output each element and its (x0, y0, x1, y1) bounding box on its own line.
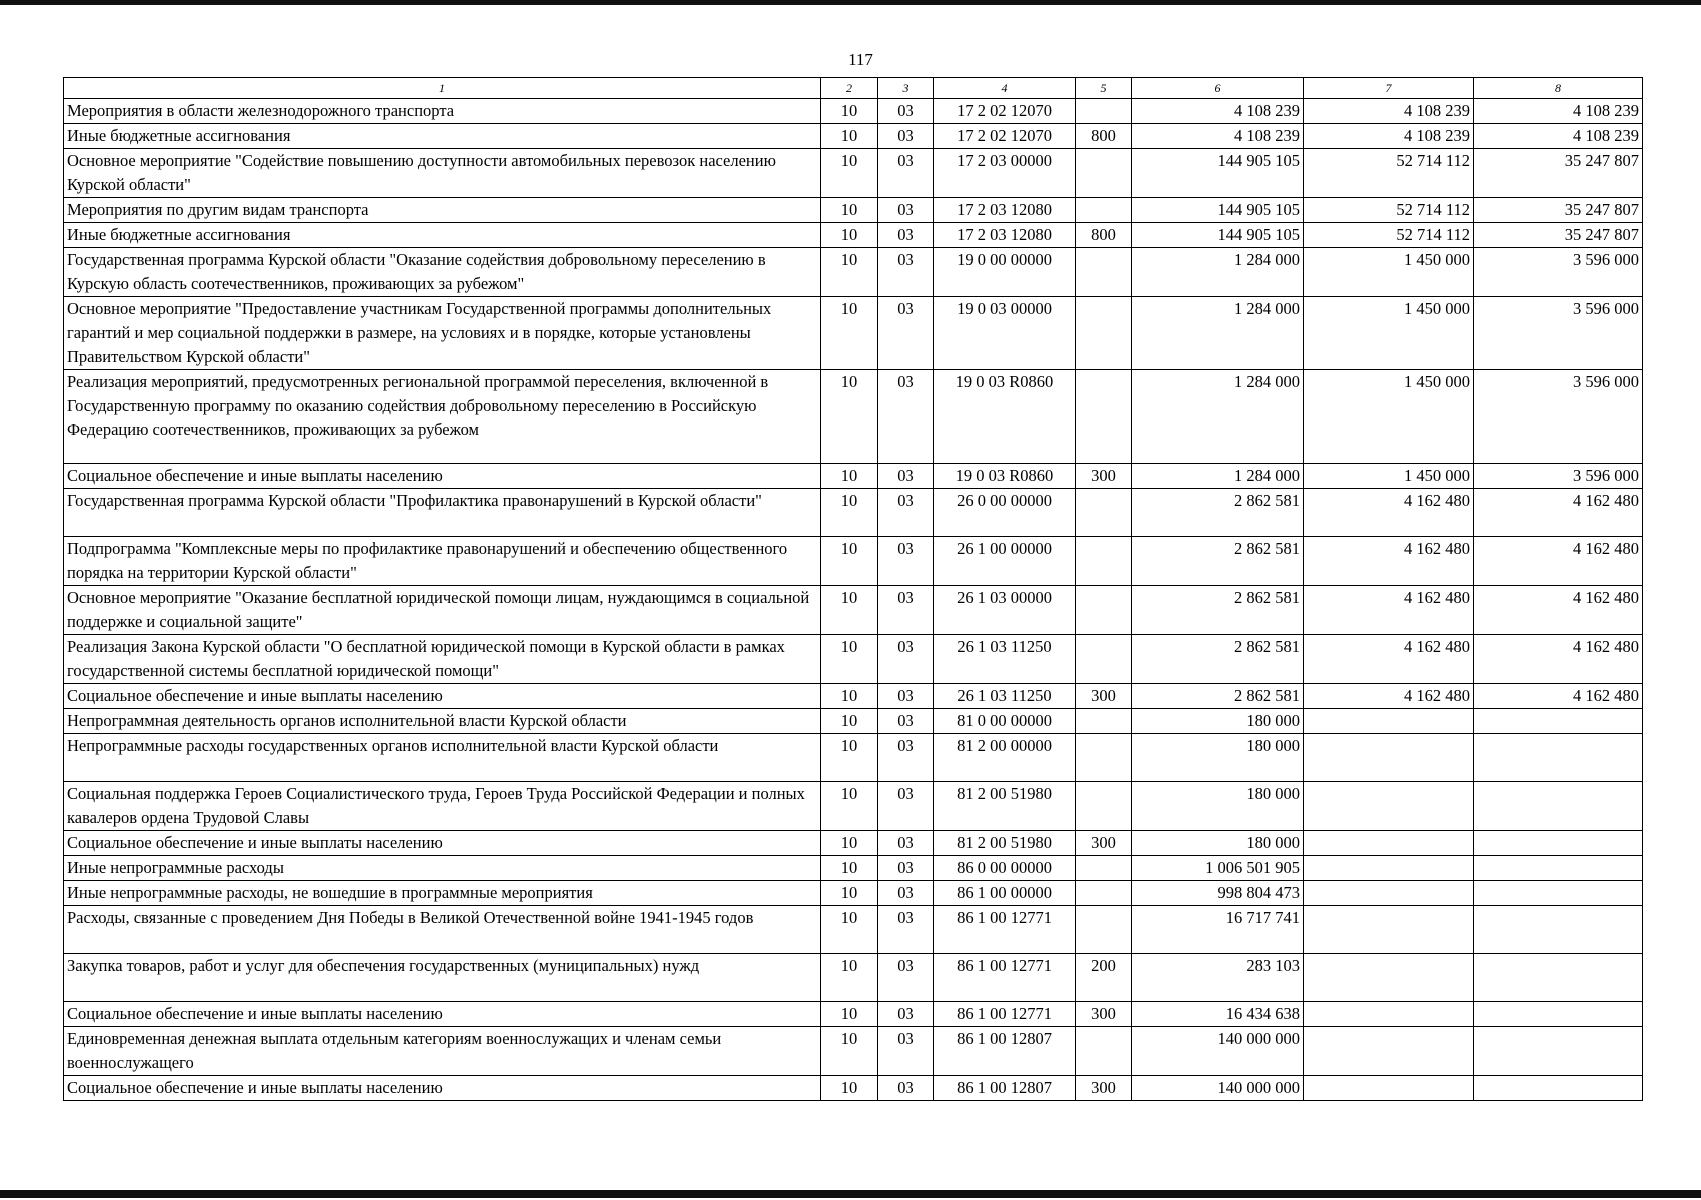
row-section: 10 (821, 149, 878, 198)
row-name: Основное мероприятие "Содействие повышению доступности автомобильных перевозок населению Курской области" (64, 149, 821, 198)
row-amount-col7: 4 162 480 (1304, 586, 1474, 635)
row-name: Социальное обеспечение и иные выплаты населению (64, 464, 821, 489)
table-row (64, 1076, 1643, 1101)
row-section: 10 (821, 464, 878, 489)
table-row (64, 856, 1643, 881)
row-subsection: 03 (878, 223, 934, 248)
table-row (64, 489, 1643, 537)
row-amount-col7 (1304, 954, 1474, 1002)
row-expense-type: 300 (1076, 831, 1132, 856)
scan-edge-bottom (0, 1190, 1701, 1198)
row-amount-col8: 4 162 480 (1474, 489, 1643, 537)
row-name: Непрограммные расходы государственных органов исполнительной власти Курской области (64, 734, 821, 782)
row-amount-col7: 4 162 480 (1304, 489, 1474, 537)
row-amount-col8 (1474, 831, 1643, 856)
row-amount-col6: 2 862 581 (1132, 489, 1304, 537)
row-target-code: 17 2 03 12080 (934, 223, 1076, 248)
row-amount-col7: 52 714 112 (1304, 149, 1474, 198)
row-amount-col8 (1474, 782, 1643, 831)
row-section: 10 (821, 586, 878, 635)
table-row (64, 831, 1643, 856)
row-amount-col7: 4 162 480 (1304, 684, 1474, 709)
header-col-2: 2 (821, 78, 878, 99)
row-amount-col8: 35 247 807 (1474, 198, 1643, 223)
row-subsection: 03 (878, 297, 934, 370)
row-amount-col6: 2 862 581 (1132, 537, 1304, 586)
row-amount-col8: 35 247 807 (1474, 149, 1643, 198)
table-row (64, 906, 1643, 954)
row-target-code: 86 0 00 00000 (934, 856, 1076, 881)
row-amount-col6: 180 000 (1132, 782, 1304, 831)
row-name: Основное мероприятие "Предоставление участникам Государственной программы дополнительных гарантий и мер социальной поддержки в размере, на условиях и в порядке, которые установлены Правительством Курской области" (64, 297, 821, 370)
table-row (64, 1002, 1643, 1027)
row-amount-col7: 52 714 112 (1304, 223, 1474, 248)
row-amount-col6: 180 000 (1132, 709, 1304, 734)
page-number: 117 (848, 50, 873, 69)
row-subsection: 03 (878, 906, 934, 954)
row-target-code: 17 2 02 12070 (934, 99, 1076, 124)
row-target-code: 86 1 00 12807 (934, 1027, 1076, 1076)
row-expense-type (1076, 149, 1132, 198)
header-col-1: 1 (64, 78, 821, 99)
row-amount-col6: 144 905 105 (1132, 223, 1304, 248)
row-amount-col7 (1304, 831, 1474, 856)
row-name: Основное мероприятие "Оказание бесплатной юридической помощи лицам, нуждающимся в социальной поддержке и социальной защите" (64, 586, 821, 635)
row-section: 10 (821, 906, 878, 954)
table-row (64, 149, 1643, 198)
row-expense-type: 300 (1076, 1076, 1132, 1101)
row-amount-col6: 1 006 501 905 (1132, 856, 1304, 881)
row-amount-col6: 283 103 (1132, 954, 1304, 1002)
scan-edge-top (0, 0, 1701, 5)
row-amount-col7 (1304, 856, 1474, 881)
row-subsection: 03 (878, 684, 934, 709)
row-amount-col8 (1474, 881, 1643, 906)
row-section: 10 (821, 297, 878, 370)
row-subsection: 03 (878, 464, 934, 489)
row-name: Иные непрограммные расходы (64, 856, 821, 881)
row-target-code: 81 0 00 00000 (934, 709, 1076, 734)
row-expense-type: 300 (1076, 684, 1132, 709)
row-subsection: 03 (878, 831, 934, 856)
row-name: Социальное обеспечение и иные выплаты населению (64, 831, 821, 856)
row-name: Социальная поддержка Героев Социалистического труда, Героев Труда Российской Федерации и полных кавалеров ордена Трудовой Славы (64, 782, 821, 831)
row-subsection: 03 (878, 635, 934, 684)
row-expense-type (1076, 635, 1132, 684)
row-amount-col7 (1304, 906, 1474, 954)
row-name: Закупка товаров, работ и услуг для обеспечения государственных (муниципальных) нужд (64, 954, 821, 1002)
row-name: Непрограммная деятельность органов исполнительной власти Курской области (64, 709, 821, 734)
row-amount-col6: 998 804 473 (1132, 881, 1304, 906)
row-subsection: 03 (878, 370, 934, 464)
row-section: 10 (821, 1076, 878, 1101)
row-section: 10 (821, 709, 878, 734)
row-amount-col8: 4 162 480 (1474, 537, 1643, 586)
row-section: 10 (821, 782, 878, 831)
row-name: Мероприятия в области железнодорожного транспорта (64, 99, 821, 124)
row-section: 10 (821, 1027, 878, 1076)
table-row (64, 586, 1643, 635)
row-section: 10 (821, 198, 878, 223)
row-target-code: 17 2 02 12070 (934, 124, 1076, 149)
row-subsection: 03 (878, 1027, 934, 1076)
row-target-code: 26 1 00 00000 (934, 537, 1076, 586)
row-amount-col7 (1304, 734, 1474, 782)
header-col-7: 7 (1304, 78, 1474, 99)
row-expense-type (1076, 99, 1132, 124)
row-amount-col6: 16 434 638 (1132, 1002, 1304, 1027)
row-amount-col8: 4 162 480 (1474, 635, 1643, 684)
row-amount-col8 (1474, 709, 1643, 734)
row-expense-type (1076, 198, 1132, 223)
row-target-code: 81 2 00 00000 (934, 734, 1076, 782)
row-amount-col7 (1304, 881, 1474, 906)
row-subsection: 03 (878, 709, 934, 734)
row-expense-type (1076, 248, 1132, 297)
row-expense-type (1076, 881, 1132, 906)
table-row (64, 709, 1643, 734)
table-row (64, 464, 1643, 489)
row-expense-type (1076, 856, 1132, 881)
row-target-code: 86 1 00 00000 (934, 881, 1076, 906)
table-row (64, 1027, 1643, 1076)
row-name: Подпрограмма "Комплексные меры по профилактике правонарушений и обеспечению общественного порядка на территории Курской области" (64, 537, 821, 586)
table-row (64, 297, 1643, 370)
row-target-code: 26 1 03 11250 (934, 684, 1076, 709)
row-target-code: 86 1 00 12771 (934, 1002, 1076, 1027)
row-subsection: 03 (878, 99, 934, 124)
row-amount-col6: 1 284 000 (1132, 370, 1304, 464)
row-amount-col6: 180 000 (1132, 831, 1304, 856)
table-row (64, 99, 1643, 124)
row-expense-type (1076, 370, 1132, 464)
header-col-6: 6 (1132, 78, 1304, 99)
row-amount-col8 (1474, 734, 1643, 782)
row-expense-type (1076, 906, 1132, 954)
row-section: 10 (821, 248, 878, 297)
row-amount-col8 (1474, 954, 1643, 1002)
row-name: Мероприятия по другим видам транспорта (64, 198, 821, 223)
row-subsection: 03 (878, 149, 934, 198)
row-expense-type: 300 (1076, 1002, 1132, 1027)
row-amount-col8: 35 247 807 (1474, 223, 1643, 248)
row-target-code: 81 2 00 51980 (934, 782, 1076, 831)
table-row (64, 198, 1643, 223)
row-amount-col7: 4 162 480 (1304, 537, 1474, 586)
table-row (64, 537, 1643, 586)
table-row (64, 248, 1643, 297)
row-amount-col6: 2 862 581 (1132, 684, 1304, 709)
row-target-code: 17 2 03 00000 (934, 149, 1076, 198)
row-target-code: 26 0 00 00000 (934, 489, 1076, 537)
row-amount-col6: 4 108 239 (1132, 124, 1304, 149)
header-row (64, 78, 1643, 99)
table-row (64, 734, 1643, 782)
table-row (64, 684, 1643, 709)
row-amount-col8: 4 108 239 (1474, 124, 1643, 149)
row-subsection: 03 (878, 537, 934, 586)
row-name: Реализация мероприятий, предусмотренных региональной программой переселения, включенной в Государственную программу по оказанию содействия добровольному переселению в Российскую Федерацию соотечественников, проживающих за рубежом (64, 370, 821, 464)
table-row (64, 124, 1643, 149)
row-amount-col8 (1474, 1076, 1643, 1101)
row-amount-col8: 4 162 480 (1474, 586, 1643, 635)
row-amount-col8 (1474, 856, 1643, 881)
row-target-code: 19 0 00 00000 (934, 248, 1076, 297)
row-amount-col6: 1 284 000 (1132, 248, 1304, 297)
row-subsection: 03 (878, 1002, 934, 1027)
row-name: Реализация Закона Курской области "О бесплатной юридической помощи в Курской области в рамках государственной системы бесплатной юридической помощи" (64, 635, 821, 684)
row-name: Расходы, связанные с проведением Дня Победы в Великой Отечественной войне 1941-1945 годов (64, 906, 821, 954)
row-amount-col7: 52 714 112 (1304, 198, 1474, 223)
row-amount-col8: 4 162 480 (1474, 684, 1643, 709)
row-amount-col6: 180 000 (1132, 734, 1304, 782)
row-name: Государственная программа Курской области "Профилактика правонарушений в Курской области" (64, 489, 821, 537)
row-expense-type (1076, 709, 1132, 734)
header-col-5: 5 (1076, 78, 1132, 99)
row-amount-col8: 4 108 239 (1474, 99, 1643, 124)
row-amount-col7 (1304, 782, 1474, 831)
row-name: Иные бюджетные ассигнования (64, 223, 821, 248)
row-name: Социальное обеспечение и иные выплаты населению (64, 1002, 821, 1027)
row-amount-col7: 1 450 000 (1304, 464, 1474, 489)
row-name: Единовременная денежная выплата отдельным категориям военнослужащих и членам семьи военнослужащего (64, 1027, 821, 1076)
row-amount-col7: 4 162 480 (1304, 635, 1474, 684)
row-amount-col8: 3 596 000 (1474, 297, 1643, 370)
table-row (64, 635, 1643, 684)
row-subsection: 03 (878, 586, 934, 635)
row-section: 10 (821, 954, 878, 1002)
row-target-code: 86 1 00 12807 (934, 1076, 1076, 1101)
row-amount-col7: 4 108 239 (1304, 124, 1474, 149)
row-section: 10 (821, 537, 878, 586)
row-subsection: 03 (878, 198, 934, 223)
row-amount-col7: 1 450 000 (1304, 297, 1474, 370)
row-subsection: 03 (878, 248, 934, 297)
table-row (64, 782, 1643, 831)
row-amount-col7 (1304, 1076, 1474, 1101)
row-target-code: 26 1 03 11250 (934, 635, 1076, 684)
row-section: 10 (821, 734, 878, 782)
row-amount-col6: 16 717 741 (1132, 906, 1304, 954)
row-subsection: 03 (878, 124, 934, 149)
row-amount-col6: 4 108 239 (1132, 99, 1304, 124)
header-col-4: 4 (934, 78, 1076, 99)
row-section: 10 (821, 489, 878, 537)
row-amount-col8: 3 596 000 (1474, 370, 1643, 464)
table-row (64, 954, 1643, 1002)
row-amount-col7: 1 450 000 (1304, 370, 1474, 464)
row-expense-type (1076, 734, 1132, 782)
row-amount-col8 (1474, 906, 1643, 954)
row-target-code: 17 2 03 12080 (934, 198, 1076, 223)
row-expense-type (1076, 537, 1132, 586)
budget-table (63, 77, 1643, 1101)
row-amount-col6: 2 862 581 (1132, 586, 1304, 635)
row-amount-col6: 144 905 105 (1132, 198, 1304, 223)
row-section: 10 (821, 223, 878, 248)
row-name: Социальное обеспечение и иные выплаты населению (64, 1076, 821, 1101)
row-expense-type (1076, 782, 1132, 831)
row-subsection: 03 (878, 954, 934, 1002)
table-row (64, 370, 1643, 464)
row-amount-col6: 1 284 000 (1132, 464, 1304, 489)
row-amount-col8 (1474, 1002, 1643, 1027)
row-expense-type: 300 (1076, 464, 1132, 489)
row-expense-type (1076, 586, 1132, 635)
row-amount-col7 (1304, 709, 1474, 734)
row-expense-type (1076, 297, 1132, 370)
table-row (64, 881, 1643, 906)
row-amount-col6: 2 862 581 (1132, 635, 1304, 684)
row-amount-col8: 3 596 000 (1474, 464, 1643, 489)
row-expense-type: 800 (1076, 223, 1132, 248)
row-amount-col7: 4 108 239 (1304, 99, 1474, 124)
row-expense-type: 800 (1076, 124, 1132, 149)
row-amount-col6: 140 000 000 (1132, 1027, 1304, 1076)
row-name: Иные бюджетные ассигнования (64, 124, 821, 149)
row-amount-col8: 3 596 000 (1474, 248, 1643, 297)
row-section: 10 (821, 370, 878, 464)
row-amount-col8 (1474, 1027, 1643, 1076)
row-amount-col7 (1304, 1002, 1474, 1027)
row-section: 10 (821, 99, 878, 124)
row-target-code: 86 1 00 12771 (934, 954, 1076, 1002)
row-subsection: 03 (878, 881, 934, 906)
row-name: Иные непрограммные расходы, не вошедшие в программные мероприятия (64, 881, 821, 906)
row-target-code: 81 2 00 51980 (934, 831, 1076, 856)
row-section: 10 (821, 124, 878, 149)
header-col-3: 3 (878, 78, 934, 99)
row-name: Государственная программа Курской области "Оказание содействия добровольному переселению в Курскую область соотечественников, проживающих за рубежом" (64, 248, 821, 297)
row-section: 10 (821, 1002, 878, 1027)
row-target-code: 26 1 03 00000 (934, 586, 1076, 635)
row-target-code: 19 0 03 R0860 (934, 370, 1076, 464)
row-target-code: 86 1 00 12771 (934, 906, 1076, 954)
row-section: 10 (821, 856, 878, 881)
row-target-code: 19 0 03 R0860 (934, 464, 1076, 489)
row-expense-type: 200 (1076, 954, 1132, 1002)
row-section: 10 (821, 881, 878, 906)
row-amount-col7 (1304, 1027, 1474, 1076)
row-target-code: 19 0 03 00000 (934, 297, 1076, 370)
table-row (64, 223, 1643, 248)
row-subsection: 03 (878, 1076, 934, 1101)
row-subsection: 03 (878, 856, 934, 881)
row-section: 10 (821, 635, 878, 684)
row-section: 10 (821, 684, 878, 709)
row-amount-col6: 1 284 000 (1132, 297, 1304, 370)
row-amount-col7: 1 450 000 (1304, 248, 1474, 297)
row-amount-col6: 144 905 105 (1132, 149, 1304, 198)
row-subsection: 03 (878, 782, 934, 831)
row-subsection: 03 (878, 734, 934, 782)
row-expense-type (1076, 489, 1132, 537)
header-col-8: 8 (1474, 78, 1643, 99)
row-expense-type (1076, 1027, 1132, 1076)
row-amount-col6: 140 000 000 (1132, 1076, 1304, 1101)
row-subsection: 03 (878, 489, 934, 537)
row-section: 10 (821, 831, 878, 856)
row-name: Социальное обеспечение и иные выплаты населению (64, 684, 821, 709)
